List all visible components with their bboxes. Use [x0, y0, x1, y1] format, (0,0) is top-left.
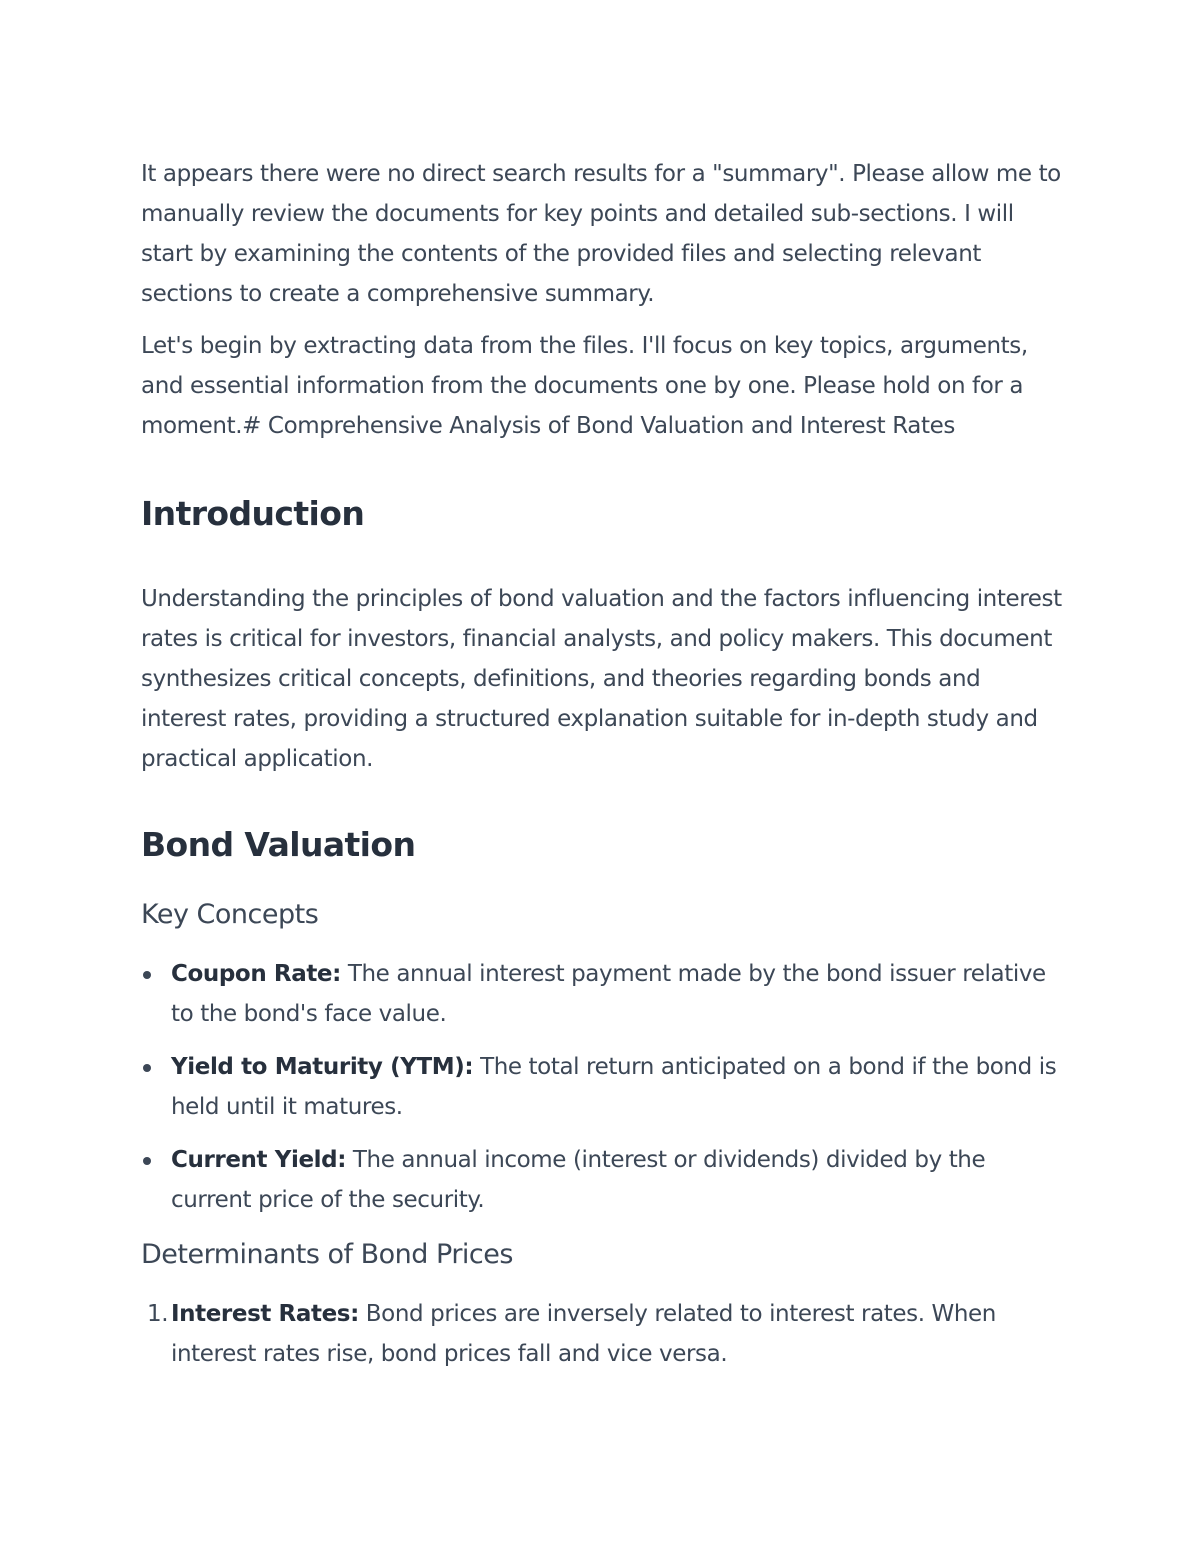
list-number: 1. — [147, 1301, 169, 1327]
introduction-heading: Introduction — [141, 494, 365, 533]
intro-paragraph-2: Let's begin by extracting data from the files. I'll focus on key topics, arguments, and essential information from the documents one by one. Please hold on for a moment.# Comprehensive Analysis of Bond Valuation and Interest Rates — [141, 333, 1028, 439]
intro-paragraph-1: It appears there were no direct search results for a "summary". Please allow me to manually review the documents for key points and detailed sub-sections. I will start by examining the contents of the provided files and selecting relevant sections to create a comprehensive summary. — [141, 161, 1061, 307]
term-label: Current Yield: — [171, 1147, 346, 1173]
bond-valuation-heading: Bond Valuation — [141, 825, 416, 864]
term-label: Interest Rates: — [171, 1301, 359, 1327]
introduction-text: Understanding the principles of bond valuation and the factors influencing interest rates is critical for investors, financial analysts, and policy makers. This document synthesizes critical concepts, definitions, and theories regarding bonds and interest rates, providing a structured explanation suitable for in-depth study and practical application. — [141, 586, 1062, 772]
term-definition: The annual interest payment made by the bond issuer relative to the bond's face value. — [171, 961, 1046, 1027]
bullet-icon — [143, 1064, 151, 1072]
term-definition: The annual income (interest or dividends) divided by the current price of the security. — [171, 1147, 986, 1213]
document-page — [141, 150, 1071, 1387]
term-definition: Bond prices are inversely related to interest rates. When interest rates rise, bond prices fall and vice versa. — [171, 1301, 996, 1367]
list-item — [141, 1047, 1071, 1127]
determinants-heading: Determinants of Bond Prices — [141, 1239, 513, 1270]
key-concepts-list — [141, 954, 1071, 1220]
bullet-icon — [143, 971, 151, 979]
term-label: Yield to Maturity (YTM): — [171, 1054, 474, 1080]
bullet-icon — [143, 1157, 151, 1165]
key-concepts-heading: Key Concepts — [141, 899, 319, 930]
term-label: Coupon Rate: — [171, 961, 341, 987]
list-item — [141, 954, 1071, 1034]
term-definition: The total return anticipated on a bond if the bond is held until it matures. — [171, 1054, 1057, 1120]
determinants-list — [141, 1294, 1071, 1374]
list-item — [141, 1140, 1071, 1220]
list-item — [141, 1294, 1071, 1374]
